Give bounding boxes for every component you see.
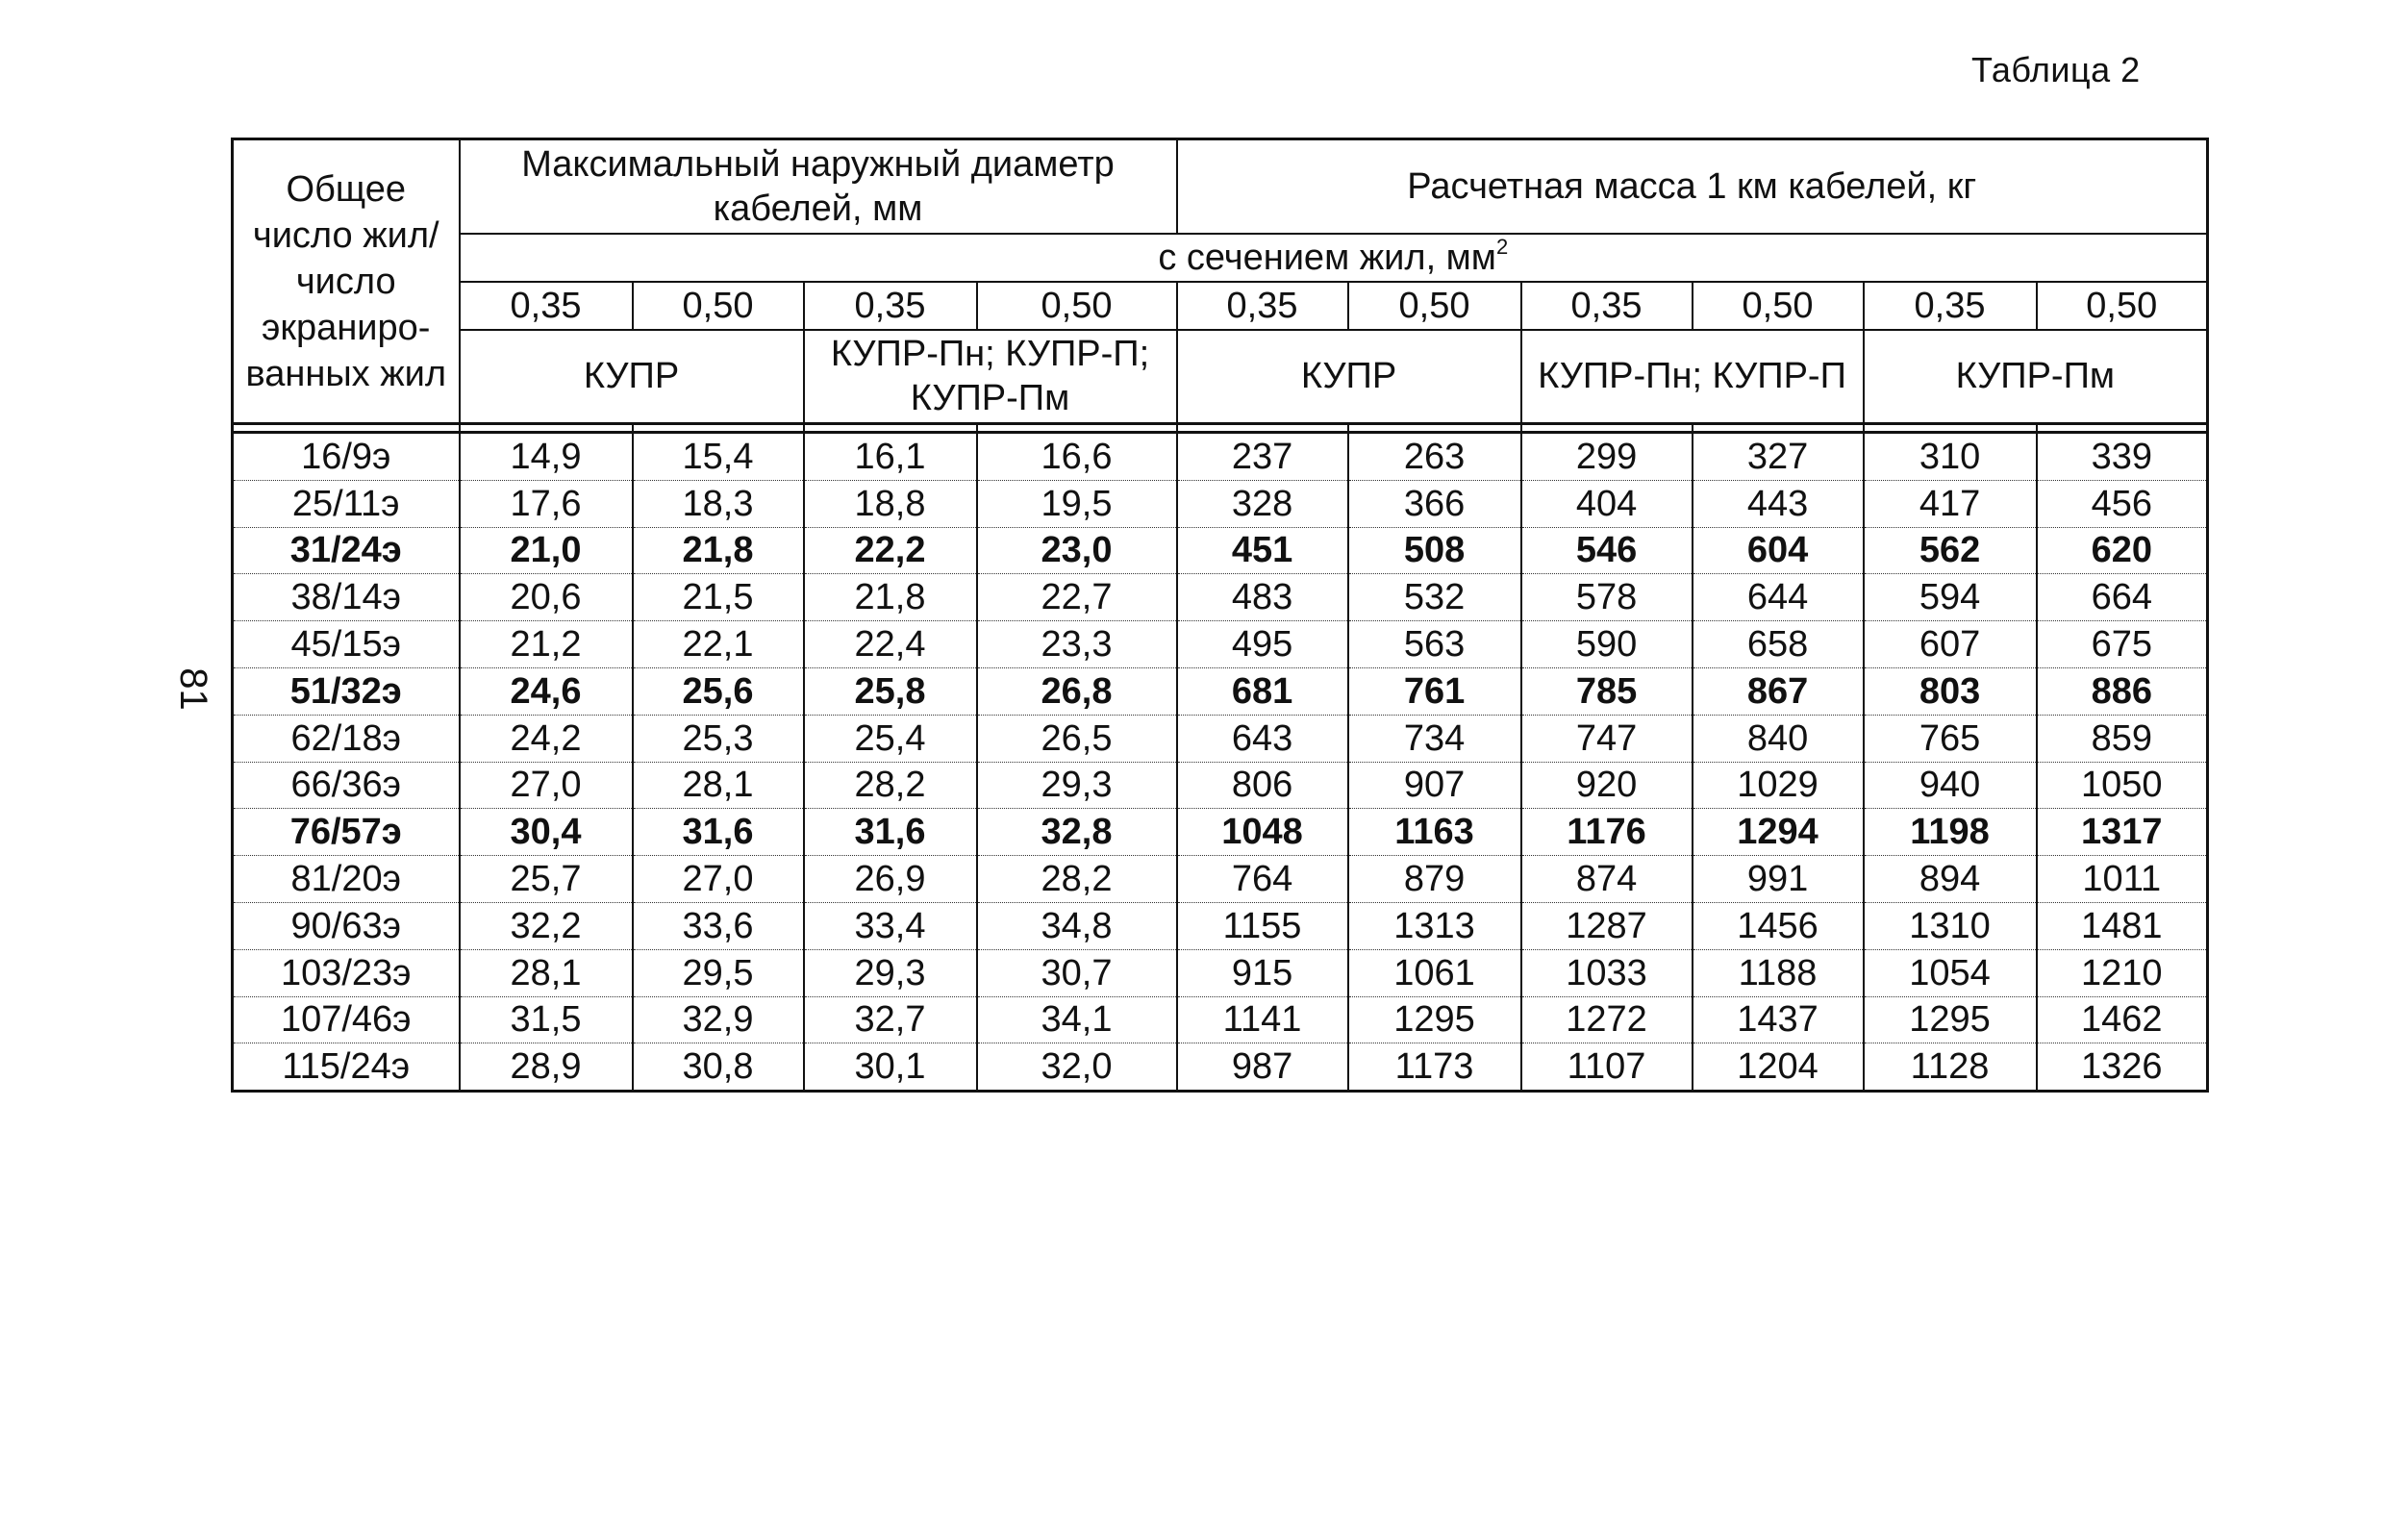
header-section-text: с сечением жил, мм <box>1158 237 1496 278</box>
cell-cores: 31/24э <box>233 527 460 574</box>
table-cell: 14,9 <box>460 433 633 481</box>
table-cell: 1294 <box>1693 809 1864 856</box>
table-cell: 32,9 <box>633 996 804 1043</box>
table-cell: 1313 <box>1348 902 1521 949</box>
table-cell: 1310 <box>1864 902 2037 949</box>
table-cell: 594 <box>1864 574 2037 621</box>
header-row-sizes <box>233 282 2208 330</box>
table-cell: 417 <box>1864 480 2037 527</box>
table-cell: 747 <box>1521 715 1693 762</box>
table-cell: 299 <box>1521 433 1693 481</box>
table-row <box>233 996 2208 1043</box>
table-cell: 366 <box>1348 480 1521 527</box>
header-size: 0,50 <box>633 282 804 330</box>
table-cell: 22,4 <box>804 621 977 668</box>
table-cell: 859 <box>2037 715 2208 762</box>
table-cell: 734 <box>1348 715 1521 762</box>
table-cell: 1317 <box>2037 809 2208 856</box>
header-size: 0,35 <box>804 282 977 330</box>
table-cell: 907 <box>1348 762 1521 809</box>
table-cell: 987 <box>1177 1043 1348 1092</box>
table-cell: 764 <box>1177 856 1348 903</box>
header-mass-group: Расчетная масса 1 км кабелей, кг <box>1177 139 2208 234</box>
table-cell: 1048 <box>1177 809 1348 856</box>
header-size: 0,50 <box>1348 282 1521 330</box>
table-cell: 803 <box>1864 667 2037 715</box>
table-cell: 664 <box>2037 574 2208 621</box>
table-cell: 29,3 <box>977 762 1177 809</box>
table-cell: 1155 <box>1177 902 1348 949</box>
header-size: 0,35 <box>1864 282 2037 330</box>
table-cell: 22,2 <box>804 527 977 574</box>
table-cell: 451 <box>1177 527 1348 574</box>
table-cell: 1210 <box>2037 949 2208 996</box>
header-size: 0,50 <box>977 282 1177 330</box>
table-cell: 30,1 <box>804 1043 977 1092</box>
table-cell: 28,2 <box>977 856 1177 903</box>
header-row-section <box>233 234 2208 282</box>
header-row-groups <box>233 139 2208 234</box>
table-cell: 339 <box>2037 433 2208 481</box>
table-cell: 1462 <box>2037 996 2208 1043</box>
table-cell: 25,6 <box>633 667 804 715</box>
table-cell: 681 <box>1177 667 1348 715</box>
table-cell: 1287 <box>1521 902 1693 949</box>
table-cell: 1033 <box>1521 949 1693 996</box>
table-cell: 21,8 <box>633 527 804 574</box>
table-cell: 31,6 <box>804 809 977 856</box>
table-cell: 658 <box>1693 621 1864 668</box>
table-cell: 607 <box>1864 621 2037 668</box>
table-cell: 563 <box>1348 621 1521 668</box>
table-cell: 1437 <box>1693 996 1864 1043</box>
table-cell: 15,4 <box>633 433 804 481</box>
table-cell: 21,5 <box>633 574 804 621</box>
cell-cores: 81/20э <box>233 856 460 903</box>
table-row <box>233 433 2208 481</box>
table-cell: 328 <box>1177 480 1348 527</box>
table-cell: 1456 <box>1693 902 1864 949</box>
table-cell: 644 <box>1693 574 1864 621</box>
table-cell: 26,9 <box>804 856 977 903</box>
table-cell: 1163 <box>1348 809 1521 856</box>
table-cell: 508 <box>1348 527 1521 574</box>
table-cell: 28,1 <box>460 949 633 996</box>
header-size: 0,35 <box>1177 282 1348 330</box>
cell-cores: 16/9э <box>233 433 460 481</box>
table-cell: 1128 <box>1864 1043 2037 1092</box>
header-section <box>460 234 2208 282</box>
table-cell: 32,7 <box>804 996 977 1043</box>
table-cell: 31,6 <box>633 809 804 856</box>
table-cell: 21,2 <box>460 621 633 668</box>
table-row <box>233 1043 2208 1092</box>
table-row <box>233 621 2208 668</box>
cell-cores: 103/23э <box>233 949 460 996</box>
cell-cores: 66/36э <box>233 762 460 809</box>
header-type: КУПР <box>460 330 804 424</box>
table-row <box>233 715 2208 762</box>
header-size: 0,50 <box>2037 282 2208 330</box>
cell-cores: 45/15э <box>233 621 460 668</box>
table-cell: 26,8 <box>977 667 1177 715</box>
table-cell: 675 <box>2037 621 2208 668</box>
table-cell: 1011 <box>2037 856 2208 903</box>
table-cell: 21,8 <box>804 574 977 621</box>
table-cell: 237 <box>1177 433 1348 481</box>
page-number: 81 <box>171 667 214 711</box>
table-row <box>233 480 2208 527</box>
table-cell: 532 <box>1348 574 1521 621</box>
table-cell: 22,7 <box>977 574 1177 621</box>
table-cell: 578 <box>1521 574 1693 621</box>
table-cell: 27,0 <box>460 762 633 809</box>
table-cell: 1188 <box>1693 949 1864 996</box>
table-row <box>233 762 2208 809</box>
table-cell: 29,3 <box>804 949 977 996</box>
table-cell: 874 <box>1521 856 1693 903</box>
table-cell: 27,0 <box>633 856 804 903</box>
header-type: КУПР-Пм <box>1864 330 2208 424</box>
table-cell: 32,0 <box>977 1043 1177 1092</box>
table-cell: 643 <box>1177 715 1348 762</box>
table-cell: 327 <box>1693 433 1864 481</box>
table-cell: 1029 <box>1693 762 1864 809</box>
header-diameter-group: Максимальный наружный диаметр кабелей, мм <box>460 139 1177 234</box>
table-row <box>233 856 2208 903</box>
table-cell: 18,3 <box>633 480 804 527</box>
table-cell: 25,8 <box>804 667 977 715</box>
cell-cores: 25/11э <box>233 480 460 527</box>
header-separator <box>233 424 2208 433</box>
table-cell: 443 <box>1693 480 1864 527</box>
table-row <box>233 949 2208 996</box>
table-cell: 1272 <box>1521 996 1693 1043</box>
table-cell: 310 <box>1864 433 2037 481</box>
header-size: 0,35 <box>1521 282 1693 330</box>
table-cell: 915 <box>1177 949 1348 996</box>
table-cell: 26,5 <box>977 715 1177 762</box>
table-cell: 620 <box>2037 527 2208 574</box>
cable-data-table <box>231 138 2209 1093</box>
table-cell: 24,2 <box>460 715 633 762</box>
header-type: КУПР <box>1177 330 1521 424</box>
table-cell: 1295 <box>1864 996 2037 1043</box>
table-cell: 31,5 <box>460 996 633 1043</box>
table-cell: 30,7 <box>977 949 1177 996</box>
table-cell: 546 <box>1521 527 1693 574</box>
table-cell: 30,8 <box>633 1043 804 1092</box>
table-cell: 17,6 <box>460 480 633 527</box>
table-cell: 23,3 <box>977 621 1177 668</box>
table-row <box>233 574 2208 621</box>
header-size: 0,35 <box>460 282 633 330</box>
table-body <box>233 433 2208 1092</box>
table-cell: 22,1 <box>633 621 804 668</box>
header-size: 0,50 <box>1693 282 1864 330</box>
table-cell: 1176 <box>1521 809 1693 856</box>
table-cell: 456 <box>2037 480 2208 527</box>
table-row <box>233 902 2208 949</box>
header-cores-column: Общее число жил/ число экраниро-ванных жил <box>233 139 460 424</box>
table-cell: 562 <box>1864 527 2037 574</box>
table-cell: 604 <box>1693 527 1864 574</box>
cell-cores: 38/14э <box>233 574 460 621</box>
table-cell: 21,0 <box>460 527 633 574</box>
table-cell: 840 <box>1693 715 1864 762</box>
table-cell: 495 <box>1177 621 1348 668</box>
header-type: КУПР-Пн; КУПР-П; КУПР-Пм <box>804 330 1177 424</box>
table-cell: 28,2 <box>804 762 977 809</box>
cell-cores: 51/32э <box>233 667 460 715</box>
cell-cores: 62/18э <box>233 715 460 762</box>
table-cell: 28,1 <box>633 762 804 809</box>
table-cell: 25,4 <box>804 715 977 762</box>
table-cell: 24,6 <box>460 667 633 715</box>
table-cell: 785 <box>1521 667 1693 715</box>
table-row <box>233 667 2208 715</box>
cell-cores: 90/63э <box>233 902 460 949</box>
table-cell: 886 <box>2037 667 2208 715</box>
table-cell: 23,0 <box>977 527 1177 574</box>
table-cell: 29,5 <box>633 949 804 996</box>
table-cell: 894 <box>1864 856 2037 903</box>
table-cell: 590 <box>1521 621 1693 668</box>
table-cell: 20,6 <box>460 574 633 621</box>
table-cell: 1204 <box>1693 1043 1864 1092</box>
table-cell: 404 <box>1521 480 1693 527</box>
table-cell: 16,6 <box>977 433 1177 481</box>
table-cell: 33,4 <box>804 902 977 949</box>
table-cell: 940 <box>1864 762 2037 809</box>
table-cell: 1141 <box>1177 996 1348 1043</box>
table-cell: 483 <box>1177 574 1348 621</box>
table-cell: 1326 <box>2037 1043 2208 1092</box>
table-cell: 806 <box>1177 762 1348 809</box>
table-cell: 1061 <box>1348 949 1521 996</box>
table-cell: 1173 <box>1348 1043 1521 1092</box>
table-cell: 30,4 <box>460 809 633 856</box>
table-cell: 1050 <box>2037 762 2208 809</box>
table-cell: 991 <box>1693 856 1864 903</box>
table-cell: 1295 <box>1348 996 1521 1043</box>
cell-cores: 76/57э <box>233 809 460 856</box>
table-cell: 34,1 <box>977 996 1177 1043</box>
table-cell: 263 <box>1348 433 1521 481</box>
table-cell: 28,9 <box>460 1043 633 1092</box>
table-row <box>233 527 2208 574</box>
table-cell: 761 <box>1348 667 1521 715</box>
table-cell: 879 <box>1348 856 1521 903</box>
table-cell: 1198 <box>1864 809 2037 856</box>
header-row-types <box>233 330 2208 424</box>
table-cell: 19,5 <box>977 480 1177 527</box>
table-cell: 765 <box>1864 715 2037 762</box>
table-cell: 33,6 <box>633 902 804 949</box>
header-section-sup: 2 <box>1495 234 1509 259</box>
table-cell: 1054 <box>1864 949 2037 996</box>
table-cell: 18,8 <box>804 480 977 527</box>
header-type: КУПР-Пн; КУПР-П <box>1521 330 1864 424</box>
cell-cores: 115/24э <box>233 1043 460 1092</box>
table-cell: 867 <box>1693 667 1864 715</box>
table-caption: Таблица 2 <box>1971 50 2141 89</box>
table-cell: 32,2 <box>460 902 633 949</box>
table-cell: 920 <box>1521 762 1693 809</box>
table-cell: 1481 <box>2037 902 2208 949</box>
table-cell: 16,1 <box>804 433 977 481</box>
table-cell: 1107 <box>1521 1043 1693 1092</box>
table-cell: 34,8 <box>977 902 1177 949</box>
table-cell: 32,8 <box>977 809 1177 856</box>
cell-cores: 107/46э <box>233 996 460 1043</box>
table-cell: 25,7 <box>460 856 633 903</box>
table-cell: 25,3 <box>633 715 804 762</box>
table-row <box>233 809 2208 856</box>
